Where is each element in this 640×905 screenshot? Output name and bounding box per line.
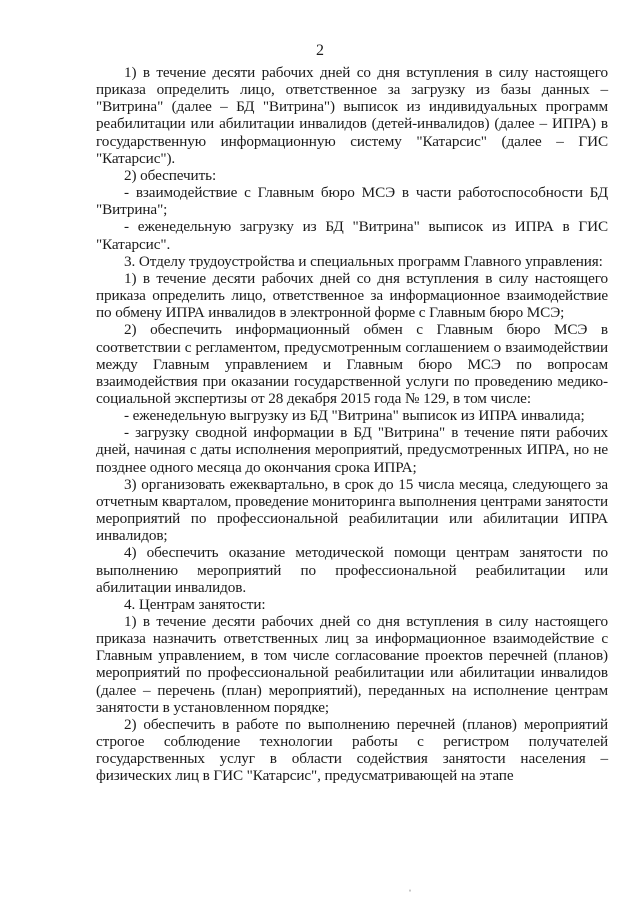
paragraph-3-2: 2) обеспечить информационный обмен с Главным бюро МСЭ в соответствии с регламентом, предусмотренным соглашением о взаимодействии между Главным управлением и Главным бюро МСЭ по вопросам взаимодействия при оказании государственной услуги по проведению медико-социальной экспертизы от 28 декабря 2015 года № 129, в том числе: xyxy=(96,321,608,407)
page-number: 2 xyxy=(316,42,324,59)
paragraph-4: 4. Центрам занятости: xyxy=(124,595,266,613)
paragraph-3: 3. Отделу трудоустройства и специальных программ Главного управления: xyxy=(124,252,603,270)
paragraph-1-1: 1) в течение десяти рабочих дней со дня вступления в силу настоящего приказа определить лицо, ответственное за загрузку из базы данных – "Витрина" (далее – БД "Витрина") выписок из индивидуальных программ реабилитации или абилитации инвалидов (детей-инвалидов) (далее – ИПРА) в государственную информационную систему "Катарсис" (далее – ГИС "Катарсис"). xyxy=(96,64,608,167)
paragraph-dash-upload: - еженедельную загрузку из БД "Витрина" выписок из ИПРА в ГИС "Катарсис". xyxy=(96,218,608,253)
scan-mark: ˌ xyxy=(408,878,412,892)
paragraph-3-1: 1) в течение десяти рабочих дней со дня вступления в силу настоящего приказа определить лицо, ответственное за информационное взаимодействие по обмену ИПРА инвалидов в электронной форме с Главным бюро МСЭ; xyxy=(96,269,608,322)
paragraph-dash-summary: - загрузку сводной информации в БД "Витрина" в течение пяти рабочих дней, начиная с даты исполнения мероприятий, предусмотренных ИПРА, но не позднее одного месяца до окончания срока ИПРА; xyxy=(96,424,608,476)
paragraph-dash-download: - еженедельную выгрузку из БД "Витрина" выписок из ИПРА инвалида; xyxy=(124,407,585,425)
paragraph-3-3: 3) организовать ежеквартально, в срок до 15 числа месяца, следующего за отчетным кварталом, проведение мониторинга выполнения центрами занятости мероприятий по профессиональной реабилитации или абилитации ИПРА инвалидов; xyxy=(96,475,609,545)
paragraph-1-2: 2) обеспечить: xyxy=(124,166,217,184)
paragraph-4-1: 1) в течение десяти рабочих дней со дня вступления в силу настоящего приказа назначить ответственных лиц за информационное взаимодействие с Главным управлением, в том числе согласование проектов перечней (планов) мероприятий по профессиональной реабилитации или абилитации инвалидов (далее – перечень (план) мероприятий), переданных на исполнение центрам занятости в установленном порядке; xyxy=(96,613,608,716)
paragraph-3-4: 4) обеспечить оказание методической помощи центрам занятости по выполнению мероприятий по профессиональной реабилитации или абилитации инвалидов. xyxy=(96,544,608,596)
document-body xyxy=(96,64,608,785)
paragraph-dash-msee: - взаимодействие с Главным бюро МСЭ в части работоспособности БД "Витрина"; xyxy=(96,184,608,219)
paragraph-4-2: 2) обеспечить в работе по выполнению перечней (планов) мероприятий строгое соблюдение технологии работы с регистром получателей государственных услуг в области содействия занятости населения – физических лиц в ГИС "Катарсис", предусматривающей на этапе xyxy=(96,715,608,785)
